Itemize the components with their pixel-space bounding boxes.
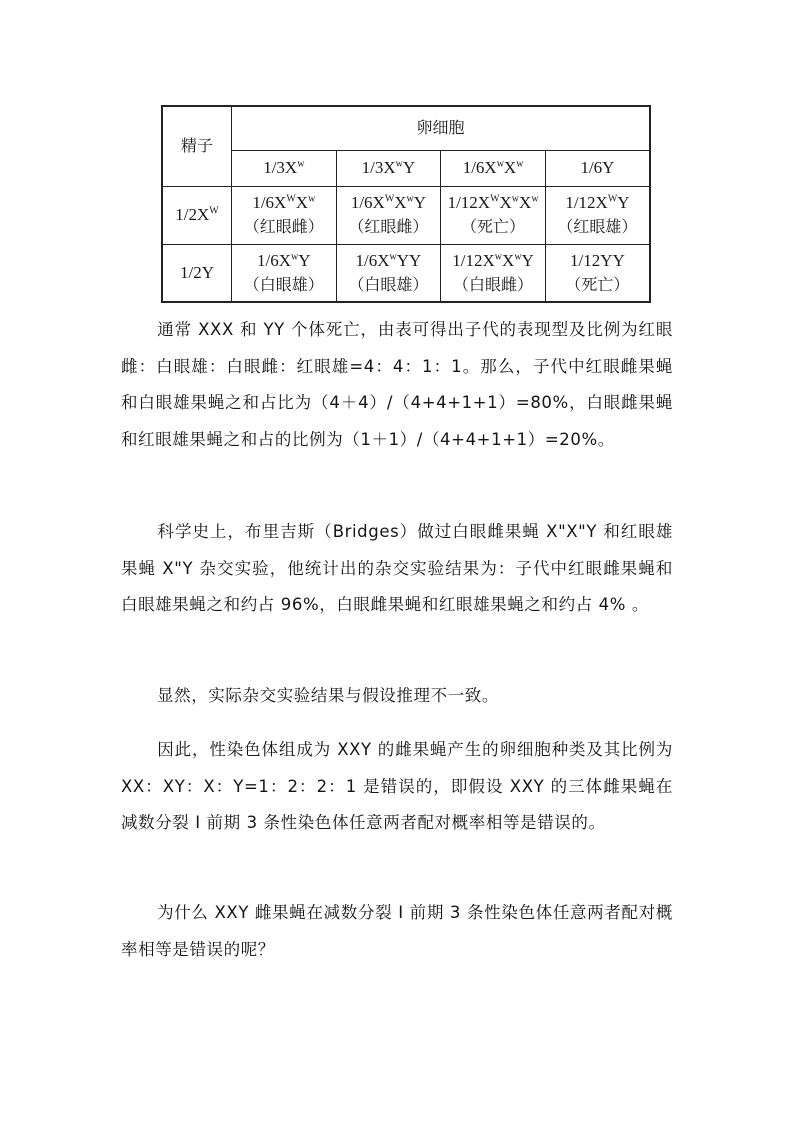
offspring-cell: $1/6X^WX^wY$ （红眼雌） <box>336 186 441 244</box>
offspring-cell: $1/6X^wY$ （白眼雄） <box>232 244 337 302</box>
egg-col-header: $1/3X^w$ <box>232 150 337 186</box>
egg-col-header: $1/6X^wX^w$ <box>441 150 546 186</box>
cross-result-table <box>161 105 651 303</box>
egg-header: 卵细胞 <box>232 106 651 150</box>
offspring-cell: $1/12X^WY$ （红眼雄） <box>545 186 650 244</box>
offspring-cell: $1/6X^wYY$ （白眼雄） <box>336 244 441 302</box>
paragraph-ratio-explanation: 通常 XXX 和 YY 个体死亡，由表可得出子代的表现型及比例为红眼雌：白眼雄：白眼雌：红眼雄=4：4：1：1。那么，子代中红眼雌果蝇和白眼雄果蝇之和占比为（4＋4）/（4+4+1+1）=80%，白眼雌果蝇和红眼雄果蝇之和占的比例为（1＋1）/（4+4+1+1）=20%。 <box>121 320 673 449</box>
paragraph-inconsistency: 显然，实际杂交实验结果与假设推理不一致。 <box>157 686 499 705</box>
sperm-row-header: 1/2Y <box>162 244 232 302</box>
sperm-header: 精子 <box>162 106 232 186</box>
offspring-cell: $1/12X^wX^wY$ （白眼雌） <box>441 244 546 302</box>
paragraph-bridges-experiment: 科学史上，布里吉斯（Bridges）做过白眼雌果蝇 X"X"Y 和红眼雄果蝇 X"Y 杂交实验，他统计出的杂交实验结果为：子代中红眼雌果蝇和白眼雄果蝇之和约占 96%，白眼雌果蝇和红眼雄果蝇之和约占 4% 。 <box>121 522 673 614</box>
offspring-cell: $1/12X^WX^wX^w$ （死亡） <box>441 186 546 244</box>
paragraph-question: 为什么 XXY 雌果蝇在减数分裂 I 前期 3 条性染色体任意两者配对概率相等是错误的呢？ <box>121 903 673 959</box>
egg-col-header: 1/6Y <box>545 150 650 186</box>
paragraph-conclusion: 因此，性染色体组成为 XXY 的雌果蝇产生的卵细胞种类及其比例为 XX：XY：X：Y=1：2：2：1 是错误的，即假设 XXY 的三体雌果蝇在减数分裂 I 前期 3 条性染色体任意两者配对概率相等是错误的。 <box>121 740 673 832</box>
egg-col-header: $1/3X^wY$ <box>336 150 441 186</box>
offspring-cell: 1/12YY （死亡） <box>545 244 650 302</box>
offspring-cell: $1/6X^WX^w$ （红眼雌） <box>232 186 337 244</box>
sperm-row-header: $1/2X^W$ <box>162 186 232 244</box>
